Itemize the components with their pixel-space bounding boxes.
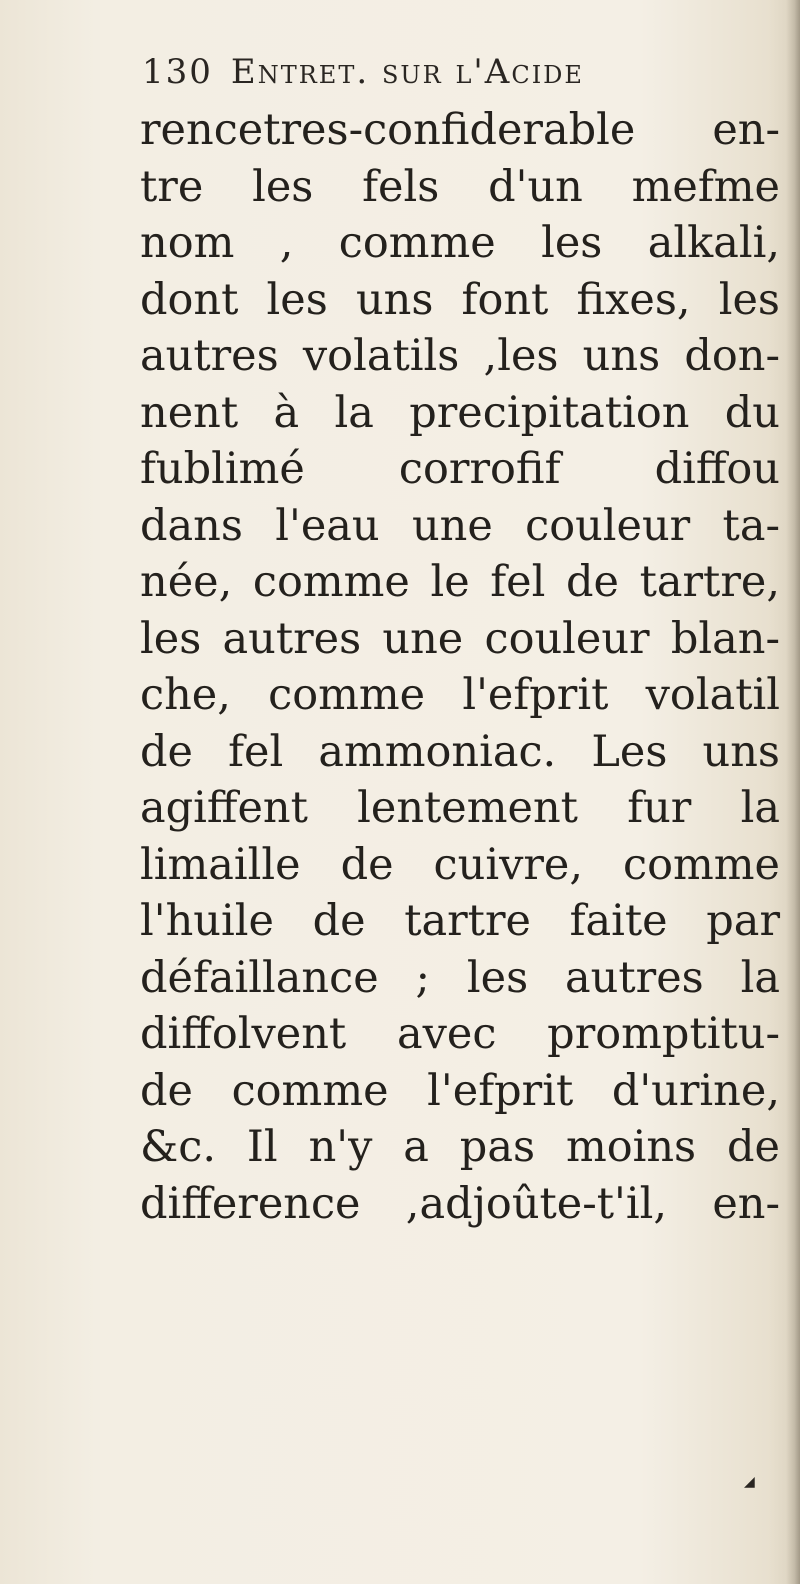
text-line: nom , comme les alkali, xyxy=(140,218,780,268)
text-line: che, comme l'efprit volatil xyxy=(140,670,780,720)
running-header xyxy=(142,52,762,92)
text-line: limaille de cuivre, comme xyxy=(140,839,780,890)
text-line: difference ,adjoûte-t'il, en- xyxy=(140,1178,780,1229)
text-line: défaillance ; les autres la xyxy=(140,952,780,1003)
body-text xyxy=(140,102,780,1232)
text-line: née, comme le fel de tartre, xyxy=(140,557,780,607)
text-line: rencetres-confiderable en- xyxy=(140,105,780,155)
text-line: agiffent lentement fur la xyxy=(140,783,780,833)
text-line: l'huile de tartre faite par xyxy=(140,896,780,946)
text-line: nent à la precipitation du xyxy=(140,387,780,438)
page-edge-shadow xyxy=(786,0,800,1584)
running-title: Entret. sur l'Acide xyxy=(230,52,584,92)
text-line: &c. Il n'y a pas moins de xyxy=(140,1122,780,1172)
text-line: tre les fels d'un mefme xyxy=(140,161,780,212)
text-line: diffolvent avec promptitu- xyxy=(140,1009,780,1059)
text-line: dont les uns font fixes, les xyxy=(140,274,780,325)
text-line: dans l'eau une couleur ta- xyxy=(140,500,780,551)
catch-mark-icon: ◢ xyxy=(744,1474,755,1490)
text-line: de comme l'efprit d'urine, xyxy=(140,1065,780,1116)
text-line: les autres une couleur blan- xyxy=(140,613,780,664)
page-number: 130 xyxy=(142,52,213,92)
text-line: fublimé corrofif diffou xyxy=(140,444,780,494)
text-line: de fel ammoniac. Les uns xyxy=(140,726,780,777)
text-line: autres volatils ,les uns don- xyxy=(140,331,780,381)
